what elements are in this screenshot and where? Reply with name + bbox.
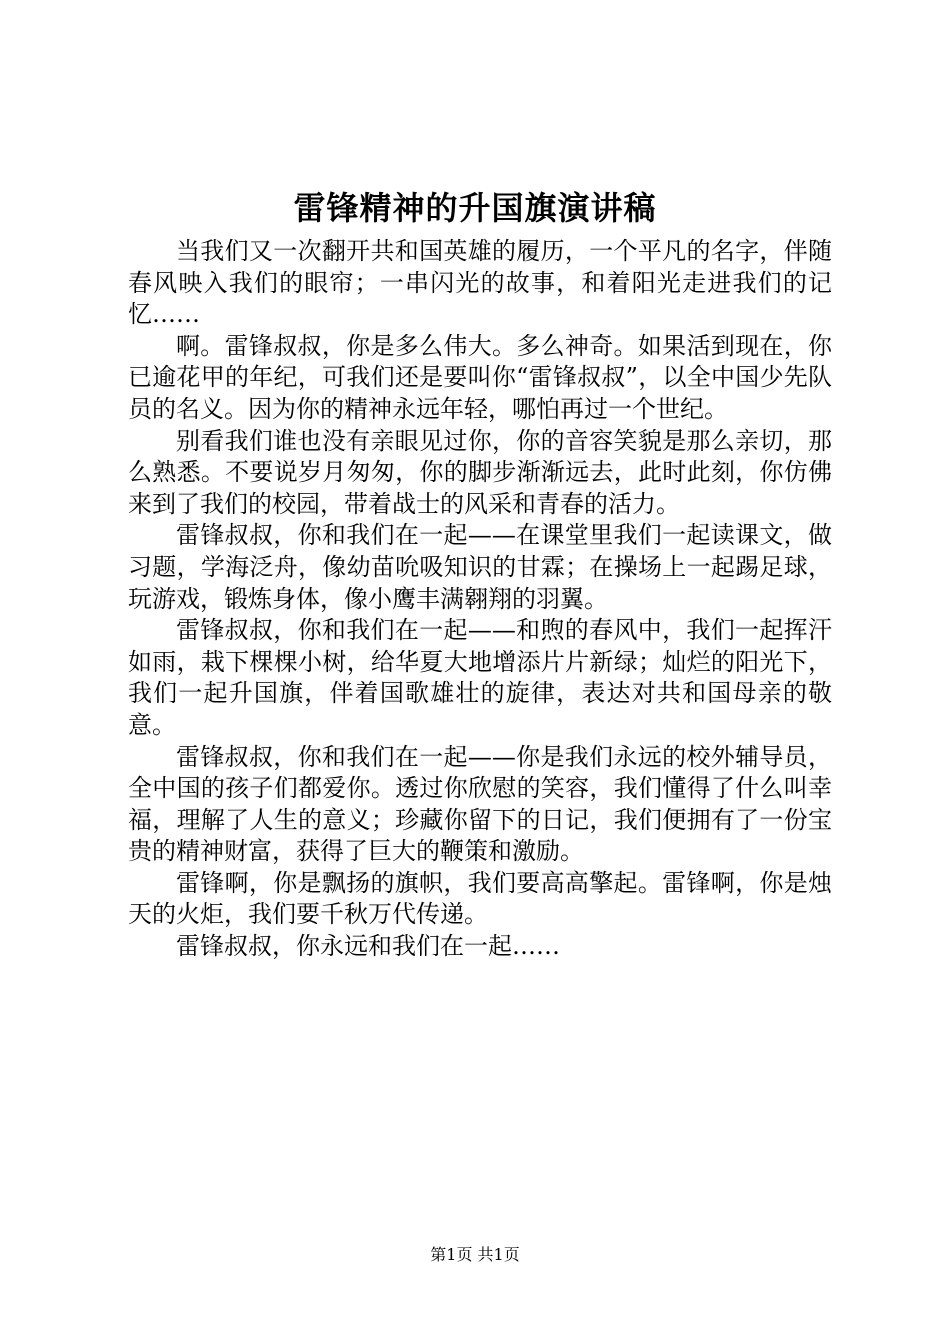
paragraph: 雷锋叔叔，你和我们在一起——你是我们永远的校外辅导员，全中国的孩子们都爱你。透过你欣慰的笑容，我们懂得了什么叫幸福，理解了人生的意义；珍藏你留下的日记，我们便拥有了一份宝贵的精神财富，获得了巨大的鞭策和激励。 <box>128 742 832 866</box>
paragraph: 雷锋叔叔，你和我们在一起——在课堂里我们一起读课文，做习题，学海泛舟，像幼苗吮吸知识的甘霖；在操场上一起踢足球，玩游戏，锻炼身体，像小鹰丰满翱翔的羽翼。 <box>128 521 832 613</box>
page-footer: 第1页 共1页 <box>430 1245 520 1264</box>
paragraph: 当我们又一次翻开共和国英雄的履历，一个平凡的名字，伴随春风映入我们的眼帘；一串闪光的故事，和着阳光走进我们的记忆…… <box>128 237 832 329</box>
paragraph: 雷锋叔叔，你和我们在一起——和煦的春风中，我们一起挥汗如雨，栽下棵棵小树，给华夏大地增添片片新绿；灿烂的阳光下，我们一起升国旗，伴着国歌雄壮的旋律，表达对共和国母亲的敬意。 <box>128 616 832 739</box>
document-title: 雷锋精神的升国旗演讲稿 <box>293 189 657 227</box>
paragraph: 别看我们谁也没有亲眼见过你，你的音容笑貌是那么亲切，那么熟悉。不要说岁月匆匆，你的脚步渐渐远去，此时此刻，你仿佛来到了我们的校园，带着战士的风采和青春的活力。 <box>128 426 832 518</box>
document-body <box>128 236 832 963</box>
paragraph: 啊。雷锋叔叔，你是多么伟大。多么神奇。如果活到现在，你已逾花甲的年纪，可我们还是要叫你“雷锋叔叔”，以全中国少先队员的名义。因为你的精神永远年轻，哪怕再过一个世纪。 <box>128 331 832 423</box>
paragraph: 雷锋叔叔，你永远和我们在一起…… <box>176 932 560 961</box>
paragraph: 雷锋啊，你是飘扬的旗帜，我们要高高擎起。雷锋啊，你是烛天的火炬，我们要千秋万代传递。 <box>128 868 832 929</box>
